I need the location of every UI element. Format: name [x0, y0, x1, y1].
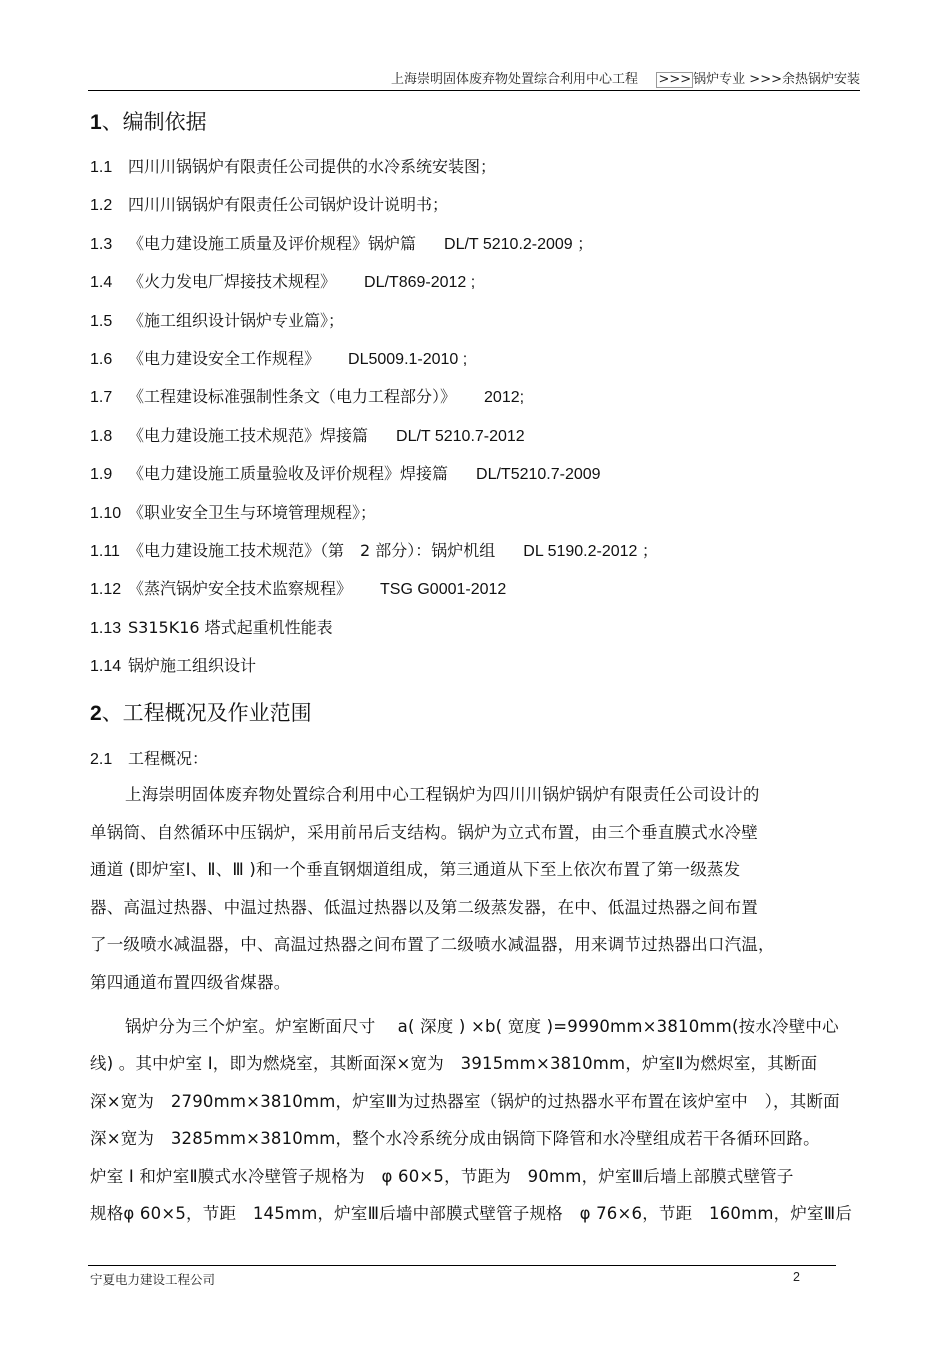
reference-item — [90, 500, 376, 523]
reference-title: 《施工组织设计锅炉专业篇》； — [128, 310, 345, 330]
paragraph-line: 通道 (即炉室Ⅰ、Ⅱ、Ⅲ )和一个垂直钢烟道组成，第三通道从下至上依次布置了第一级蒸发 — [90, 860, 741, 880]
paragraph-line: 规格φ 60×5，节距 145mm，炉室Ⅲ后墙中部膜式壁管子规格 φ 76×6，节距 160mm，炉室Ⅲ后 — [90, 1204, 853, 1223]
reference-code: DL/T 5210.7-2012 — [396, 427, 525, 445]
footer-rule — [88, 1265, 836, 1266]
paragraph-line: 深×宽为 3285mm×3810mm，整个水冷系统分成由锅筒下降管和水冷壁组成若干各循环回路。 — [90, 1129, 820, 1149]
reference-title: 《职业安全卫生与环境管理规程》； — [128, 502, 377, 522]
header-crumb-box: >>> — [658, 72, 692, 87]
header-crumb-2: 余热锅炉安装 — [781, 72, 860, 87]
reference-code: DL 5190.2-2012 ； — [523, 543, 658, 560]
reference-title: 《火力发电厂焊接技术规程》 — [128, 272, 337, 292]
reference-number: 1.2 — [90, 197, 113, 215]
reference-item — [90, 308, 344, 331]
paragraph-line: 单锅筒、自然循环中压锅炉，采用前吊后支结构。锅炉为立式布置，由三个垂直膜式水冷壁 — [90, 822, 758, 842]
reference-item — [90, 538, 658, 561]
paragraph-line: 第四通道布置四级省煤器。 — [90, 973, 291, 992]
reference-code: 2012; — [484, 389, 525, 407]
section-2-number: 2 — [90, 702, 102, 725]
reference-title: S315K16 塔式起重机性能表 — [128, 617, 333, 637]
section-2-heading — [90, 697, 312, 727]
section-1-number: 1 — [90, 111, 102, 134]
reference-item — [90, 384, 524, 407]
reference-number: 1.1 — [90, 159, 113, 176]
reference-code: DL/T869-2012 ; — [364, 274, 476, 292]
reference-title: 《电力建设安全工作规程》 — [128, 349, 321, 368]
reference-item — [90, 346, 467, 369]
reference-item — [90, 576, 506, 599]
reference-number: 1.12 — [90, 581, 122, 599]
paragraph-line: 上海崇明固体废弃物处置综合利用中心工程锅炉为四川川锅炉锅炉有限责任公司设计的 — [125, 785, 760, 804]
paragraph-line: 器、高温过热器、中温过热器、低温过热器以及第二级蒸发器，在中、低温过热器之间布置 — [90, 897, 758, 917]
reference-number: 1.4 — [90, 274, 113, 292]
section-1-title: 、编制依据 — [101, 110, 207, 134]
paragraph-line: 线) 。其中炉室 Ⅰ，即为燃烧室，其断面深×宽为 3915mm×3810mm，炉室Ⅱ为燃烬室，其断面 — [90, 1054, 818, 1074]
header-rule — [88, 90, 860, 91]
subsection-2-1 — [90, 746, 208, 769]
reference-title: 《蒸汽锅炉安全技术监察规程》 — [128, 579, 353, 599]
header-crumb-1: 锅炉专业 — [693, 72, 746, 87]
reference-number: 1.9 — [90, 466, 113, 484]
reference-number: 1.7 — [90, 389, 113, 407]
paragraph-line: 深×宽为 2790mm×3810mm，炉室Ⅲ为过热器室（锅炉的过热器水平布置在该炉室中 ），其断面 — [90, 1091, 840, 1111]
reference-item — [90, 154, 496, 177]
reference-code: TSG G0001-2012 — [380, 581, 507, 599]
reference-number: 1.14 — [90, 658, 122, 676]
reference-title: 《电力建设施工质量及评价规程》锅炉篇 — [128, 233, 417, 253]
subsection-2-1-number: 2.1 — [90, 751, 113, 768]
reference-item — [90, 192, 448, 215]
paragraph-line: 了一级喷水减温器，中、高温过热器之间布置了二级喷水减温器，用来调节过热器出口汽温， — [90, 935, 775, 955]
reference-title: 四川川锅锅炉有限责任公司锅炉设计说明书； — [128, 195, 449, 215]
reference-number: 1.10 — [90, 504, 122, 522]
reference-number: 1.13 — [90, 619, 122, 637]
footer-company: 宁夏电力建设工程公司 — [90, 1272, 216, 1287]
reference-title: 锅炉施工组织设计 — [128, 656, 257, 676]
reference-title: 《电力建设施工质量验收及评价规程》焊接篇 — [128, 464, 449, 484]
subsection-2-1-title: 工程概况： — [128, 749, 209, 768]
reference-title: 《电力建设施工技术规范》（第 2 部分）：锅炉机组 — [128, 541, 496, 560]
reference-number: 1.6 — [90, 351, 113, 368]
header-crumb-sep: >>> — [749, 72, 782, 87]
section-2-title: 、工程概况及作业范围 — [101, 701, 312, 725]
reference-item — [90, 269, 475, 292]
header-breadcrumb — [656, 68, 860, 88]
reference-item — [90, 461, 601, 484]
reference-title: 四川川锅锅炉有限责任公司提供的水冷系统安装图； — [128, 157, 497, 176]
footer-page-number: 2 — [793, 1270, 800, 1284]
reference-number: 1.8 — [90, 427, 113, 445]
section-1-heading — [90, 106, 207, 136]
header-project-title: 上海崇明固体废弃物处置综合利用中心工程 — [390, 72, 638, 87]
reference-number: 1.3 — [90, 235, 113, 253]
reference-code: DL5009.1-2010 ; — [348, 351, 468, 368]
reference-item — [90, 653, 256, 676]
paragraph-line: 锅炉分为三个炉室。炉室断面尺寸 a( 深度 ) ×b( 宽度 )=9990mm×3810mm(按水冷壁中心 — [125, 1017, 839, 1036]
paragraph-line: 炉室 Ⅰ 和炉室Ⅱ膜式水冷壁管子规格为 φ 60×5，节距为 90mm，炉室Ⅲ后墙上部膜式壁管子 — [90, 1166, 794, 1186]
reference-title: 《工程建设标准强制性条文（电力工程部分）》 — [128, 387, 457, 407]
reference-item — [90, 423, 525, 446]
reference-number: 1.5 — [90, 312, 113, 330]
page-header — [88, 62, 860, 88]
reference-number: 1.11 — [90, 543, 120, 560]
reference-item — [90, 231, 593, 254]
reference-title: 《电力建设施工技术规范》焊接篇 — [128, 425, 369, 445]
reference-item — [90, 615, 333, 638]
reference-code: DL/T5210.7-2009 — [476, 466, 601, 484]
reference-code: DL/T 5210.2-2009 ； — [444, 235, 594, 253]
